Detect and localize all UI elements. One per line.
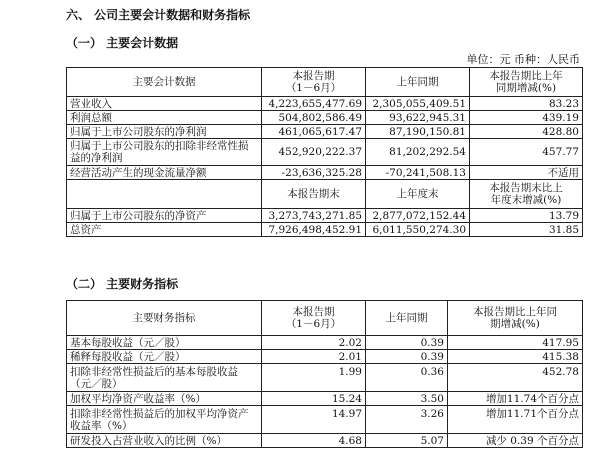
row-label: 归属于上市公司股东的扣除非经常性损益的净利润 xyxy=(67,139,262,166)
table-row xyxy=(67,223,583,237)
header-cell xyxy=(67,180,262,209)
value-cell: 81,202,292.54 xyxy=(366,139,470,166)
table-row xyxy=(67,406,583,434)
header-cell: 本报告期 （1－6月） xyxy=(262,301,366,336)
value-cell: -70,241,508.13 xyxy=(366,166,470,180)
value-cell: 3,273,743,271.85 xyxy=(262,209,366,223)
header-cell: 本报告期比上年同 期增减(%) xyxy=(448,301,583,336)
value-cell: 4.68 xyxy=(262,434,366,448)
table-row xyxy=(67,125,583,139)
value-cell: 461,065,617.47 xyxy=(262,125,366,139)
value-cell: 2.02 xyxy=(262,336,366,350)
row-label: 归属于上市公司股东的净利润 xyxy=(67,125,262,139)
row-label: 扣除非经常性损益后的基本每股收益（元／股） xyxy=(67,364,262,392)
header-cell: 本报告期末 xyxy=(262,180,366,209)
value-cell: 2.01 xyxy=(262,350,366,364)
value-cell: 5.07 xyxy=(366,434,448,448)
value-cell: 2,305,055,409.51 xyxy=(366,97,470,111)
table-row xyxy=(67,434,583,448)
row-label: 利润总额 xyxy=(67,111,262,125)
value-cell: 93,622,945.31 xyxy=(366,111,470,125)
row-label: 扣除非经常性损益后的加权平均净资产收益率（%） xyxy=(67,406,262,434)
table-row xyxy=(67,392,583,406)
table-row xyxy=(67,139,583,166)
row-label: 加权平均净资产收益率（%） xyxy=(67,392,262,406)
header-cell: 上年同期 xyxy=(366,301,448,336)
accounting-header-row xyxy=(67,68,583,97)
row-label: 研发投入占营业收入的比例（%） xyxy=(67,434,262,448)
value-cell: 3.26 xyxy=(366,406,448,434)
table-row xyxy=(67,209,583,223)
accounting-title: （一） 主要会计数据 xyxy=(66,36,179,50)
period-end-header-row xyxy=(67,180,583,209)
table-row xyxy=(67,336,583,350)
value-cell: 增加11.74个百分点 xyxy=(448,392,583,406)
value-cell: 457.77 xyxy=(470,139,583,166)
accounting-data-table xyxy=(66,67,583,237)
value-cell: -23,636,325.28 xyxy=(262,166,366,180)
header-cell: 本报告期 （1－6月） xyxy=(262,68,366,97)
value-cell: 452.78 xyxy=(448,364,583,392)
table-row xyxy=(67,364,583,392)
header-cell: 本报告期比上年 同期增减(%) xyxy=(470,68,583,97)
value-cell: 452,920,222.37 xyxy=(262,139,366,166)
value-cell: 0.39 xyxy=(366,350,448,364)
table-row xyxy=(67,350,583,364)
value-cell: 3.50 xyxy=(366,392,448,406)
value-cell: 1.99 xyxy=(262,364,366,392)
header-cell: 本报告期末比上 年度末增减(%) xyxy=(470,180,583,209)
value-cell: 439.19 xyxy=(470,111,583,125)
value-cell: 31.85 xyxy=(470,223,583,237)
value-cell: 减少 0.39 个百分点 xyxy=(448,434,583,448)
value-cell: 6,011,550,274.30 xyxy=(366,223,470,237)
value-cell: 0.39 xyxy=(366,336,448,350)
row-label: 稀释每股收益（元／股） xyxy=(67,350,262,364)
financial-header-row xyxy=(67,301,583,336)
value-cell: 增加11.71个百分点 xyxy=(448,406,583,434)
table-row xyxy=(67,97,583,111)
header-cell: 主要财务指标 xyxy=(67,301,262,336)
header-cell: 上年同期 xyxy=(366,68,470,97)
financial-title: （二） 主要财务指标 xyxy=(66,277,179,291)
value-cell: 15.24 xyxy=(262,392,366,406)
table-row xyxy=(67,166,583,180)
value-cell: 13.79 xyxy=(470,209,583,223)
row-label: 总资产 xyxy=(67,223,262,237)
header-cell: 上年度末 xyxy=(366,180,470,209)
value-cell: 428.80 xyxy=(470,125,583,139)
section-title: 六、 公司主要会计数据和财务指标 xyxy=(66,8,251,22)
row-label: 基本每股收益（元／股） xyxy=(67,336,262,350)
table-row xyxy=(67,111,583,125)
value-cell: 14.97 xyxy=(262,406,366,434)
header-cell: 主要会计数据 xyxy=(67,68,262,97)
value-cell: 83.23 xyxy=(470,97,583,111)
row-label: 归属于上市公司股东的净资产 xyxy=(67,209,262,223)
unit-note: 单位：元 币种：人民币 xyxy=(466,53,580,66)
value-cell: 不适用 xyxy=(470,166,583,180)
value-cell: 504,802,586.49 xyxy=(262,111,366,125)
value-cell: 7,926,498,452.91 xyxy=(262,223,366,237)
value-cell: 87,190,150.81 xyxy=(366,125,470,139)
financial-indicators-table xyxy=(66,300,583,448)
value-cell: 415.38 xyxy=(448,350,583,364)
value-cell: 4,223,655,477.69 xyxy=(262,97,366,111)
row-label: 营业收入 xyxy=(67,97,262,111)
row-label: 经营活动产生的现金流量净额 xyxy=(67,166,262,180)
value-cell: 0.36 xyxy=(366,364,448,392)
value-cell: 417.95 xyxy=(448,336,583,350)
value-cell: 2,877,072,152.44 xyxy=(366,209,470,223)
